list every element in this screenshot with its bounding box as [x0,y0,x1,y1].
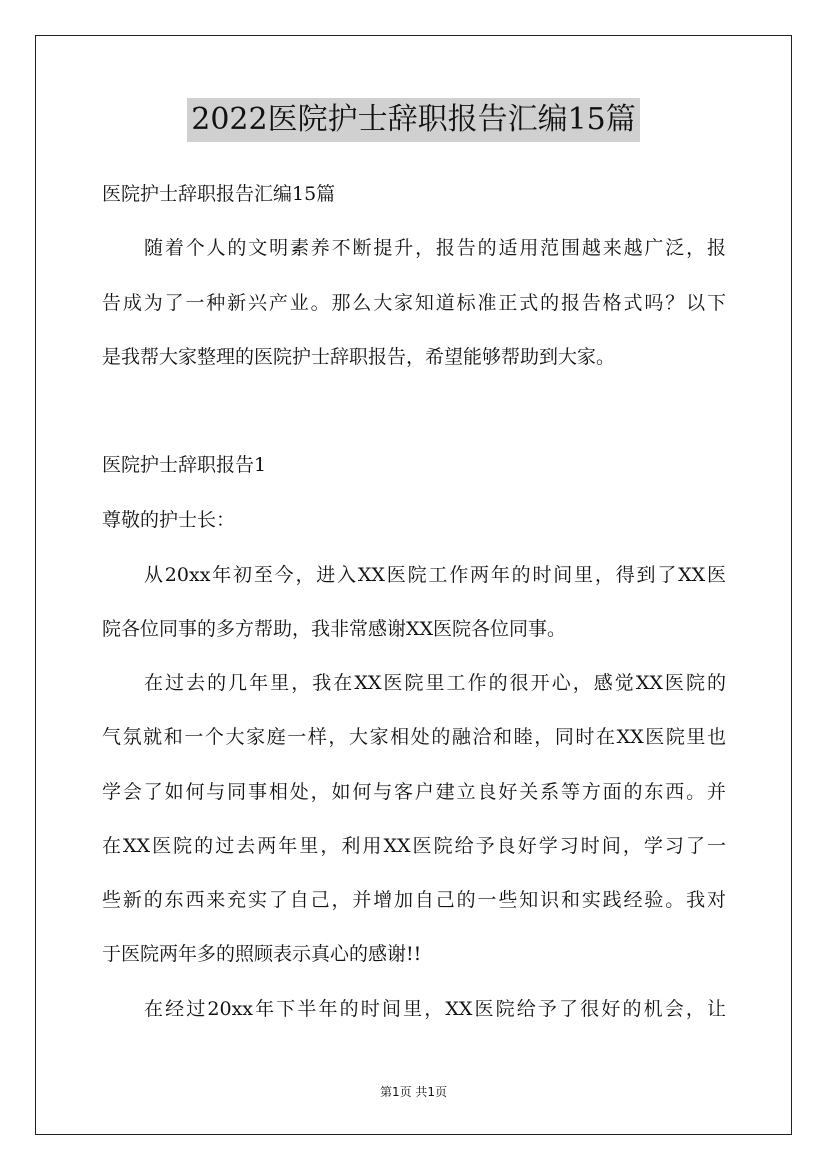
para2-line-6: 于医院两年多的照顾表示真心的感谢!! [102,943,422,965]
para2-line-2: 气氛就和一个大家庭一样，大家相处的融洽和睦，同时在XX医院里也 [102,726,726,748]
para3-line-1: 在经过20xx年下半年的时间里，XX医院给予了很好的机会，让 [144,998,726,1020]
intro-line-3: 是我帮大家整理的医院护士辞职报告，希望能够帮助到大家。 [102,346,616,368]
subtitle-line: 医院护士辞职报告汇编15篇 [102,183,336,205]
para1-line-2: 院各位同事的多方帮助，我非常感谢XX医院各位同事。 [102,618,567,640]
intro-line-2: 告成为了一种新兴产业。那么大家知道标准正式的报告格式吗？以下 [102,292,726,314]
para2-line-4: 在XX医院的过去两年里，利用XX医院给予良好学习时间，学习了一 [102,835,726,857]
section-heading: 医院护士辞职报告1 [102,454,267,476]
para2-line-1: 在过去的几年里，我在XX医院里工作的很开心，感觉XX医院的 [144,672,726,694]
document-title: 2022医院护士辞职报告汇编15篇 [187,98,640,142]
para2-line-3: 学会了如何与同事相处，如何与客户建立良好关系等方面的东西。并 [102,781,726,803]
title-container [0,98,827,142]
para1-line-1: 从20xx年初至今，进入XX医院工作两年的时间里，得到了XX医 [144,564,726,586]
salutation: 尊敬的护士长： [102,509,236,531]
page-footer: 第1页 共1页 [379,1085,448,1099]
para2-line-5: 些新的东西来充实了自己，并增加自己的一些知识和实践经验。我对 [102,889,726,911]
intro-line-1: 随着个人的文明素养不断提升，报告的适用范围越来越广泛，报 [144,237,726,259]
